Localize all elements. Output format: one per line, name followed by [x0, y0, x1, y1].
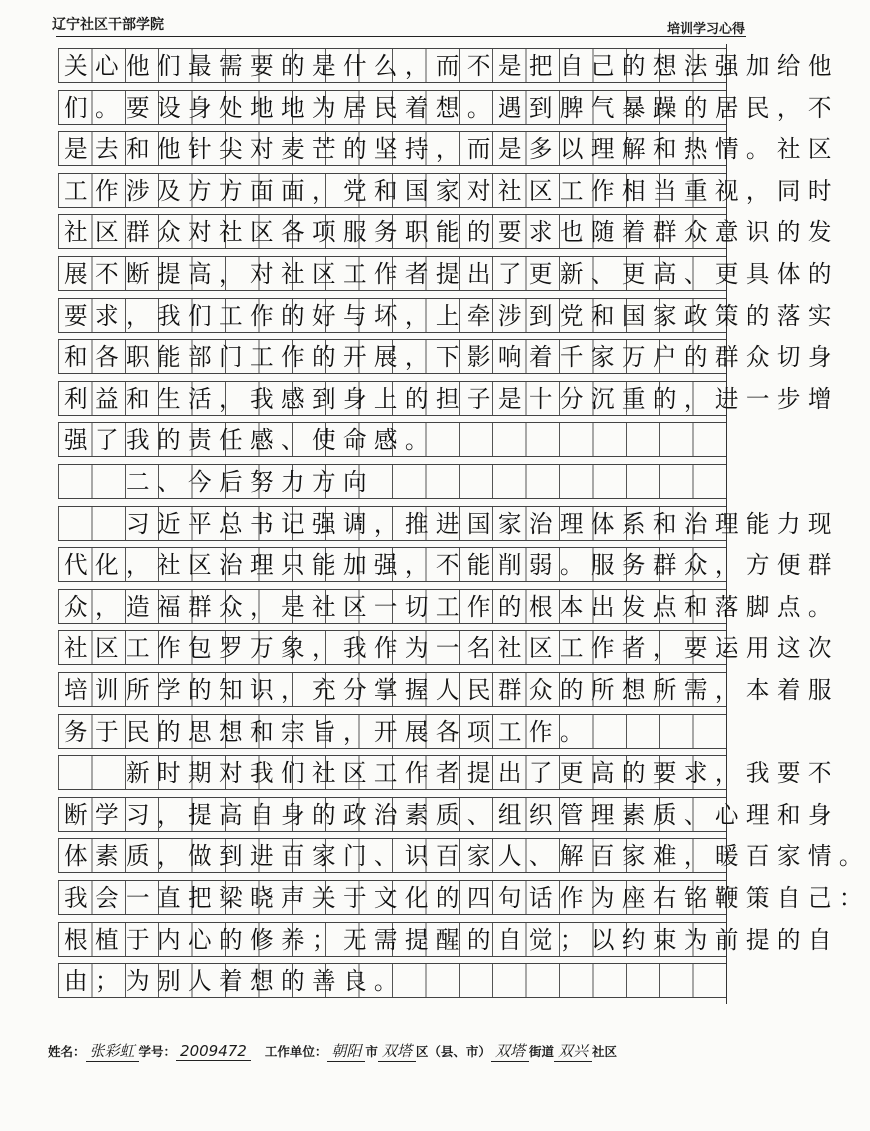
handwritten-line: 代化，社区治理只能加强，不能削弱。服务群众，方便群 — [64, 551, 839, 580]
handwritten-line: 们。要设身处地地为居民着想。遇到脾气暴躁的居民，不 — [64, 93, 839, 122]
grid-row — [58, 963, 726, 998]
header-divider — [56, 36, 746, 37]
handwritten-line: 二、今后努力方向 — [64, 468, 374, 496]
handwritten-line: 利益和生活，我感到身上的担子是十分沉重的，进一步增 — [64, 384, 839, 413]
handwritten-line: 习近平总书记强调，推进国家治理体系和治理能力现 — [64, 509, 839, 538]
grid-row — [58, 922, 839, 957]
handwritten-line: 关心他们最需要的是什么，而不是把自己的想法强加给他 — [64, 52, 839, 80]
handwritten-line: 培训所学的知识，充分掌握人民群众的所想所需，本着服 — [64, 676, 839, 704]
handwritten-line: 我会一直把梁晓声关于文化的四句话作为座右铭鞭策自己： — [64, 884, 870, 912]
grid-row — [58, 422, 726, 457]
city-suffix: 市 — [365, 1044, 378, 1059]
handwritten-line: 社区群众对社区各项服务职能的要求也随着群众意识的发 — [64, 218, 839, 247]
grid-row — [58, 714, 726, 749]
grid-row — [58, 298, 839, 333]
grid-row — [58, 381, 839, 416]
grid-row — [58, 797, 839, 832]
grid-row — [58, 630, 839, 665]
handwritten-line: 断学习，提高自身的政治素质、组织管理素质、心理和身 — [64, 800, 839, 829]
handwritten-line: 展不断提高，对社区工作者提出了更新、更高、更具体的 — [64, 260, 839, 288]
handwritten-line: 要求，我们工作的好与坏，上牵涉到党和国家政策的落实 — [64, 301, 839, 330]
community-suffix: 社区 — [591, 1044, 617, 1059]
grid-row — [58, 90, 839, 125]
grid-row — [58, 838, 870, 873]
grid-row — [58, 589, 839, 624]
handwritten-line: 根植于内心的修养；无需提醒的自觉；以约束为前提的自 — [64, 925, 839, 954]
district-value: 双塔 — [378, 1040, 416, 1062]
handwritten-line: 强了我的责任感、使命感。 — [64, 426, 436, 455]
unit-label: 工作单位： — [264, 1044, 328, 1059]
id-label: 学号： — [138, 1044, 177, 1059]
handwritten-line: 是去和他针尖对麦芒的坚持，而是多以理解和热情。社区 — [64, 135, 839, 164]
handwritten-line: 由；为别人着想的善良。 — [64, 967, 405, 996]
handwritten-line: 和各职能部门工作的开展，下影响着千家万户的群众切身 — [64, 343, 839, 372]
grid-row — [58, 214, 839, 249]
handwritten-line: 体素质，做到进百家门、识百家人、解百家难，暖百家情。 — [64, 842, 870, 871]
grid-row — [58, 506, 839, 541]
footer-info — [48, 1040, 748, 1062]
grid-row — [58, 131, 839, 166]
handwritten-line: 社区工作包罗万象，我作为一名社区工作者，要运用这次 — [64, 634, 839, 663]
district-suffix: 区（县、市） — [415, 1044, 491, 1059]
grid-row — [58, 672, 839, 707]
street-suffix: 街道 — [528, 1044, 554, 1059]
handwritten-line: 务于民的思想和宗旨，开展各项工作。 — [64, 717, 591, 746]
handwritten-line: 新时期对我们社区工作者提出了更高的要求，我要不 — [64, 759, 839, 788]
handwritten-line: 工作涉及方方面面，党和国家对社区工作相当重视，同时 — [64, 176, 839, 205]
city-value: 朝阳 — [327, 1040, 365, 1062]
document-type: 培训学习心得 — [666, 22, 745, 37]
writing-grid — [58, 44, 870, 1004]
grid-row — [58, 256, 839, 291]
grid-row — [58, 339, 839, 374]
street-value: 双塔 — [491, 1040, 529, 1062]
name-value: 张彩虹 — [86, 1040, 139, 1062]
grid-row — [58, 173, 839, 208]
grid-row — [58, 755, 839, 790]
grid-row — [58, 880, 870, 915]
community-value: 双兴 — [554, 1040, 592, 1062]
grid-row — [58, 464, 726, 499]
id-value: 2009472 — [176, 1042, 251, 1061]
handwritten-line: 众，造福群众，是社区一切工作的根本出发点和落脚点。 — [64, 592, 839, 621]
institution-name: 辽宁社区干部学院 — [52, 17, 164, 33]
grid-row — [58, 547, 839, 582]
grid-row — [58, 48, 839, 83]
name-label: 姓名： — [48, 1044, 86, 1059]
